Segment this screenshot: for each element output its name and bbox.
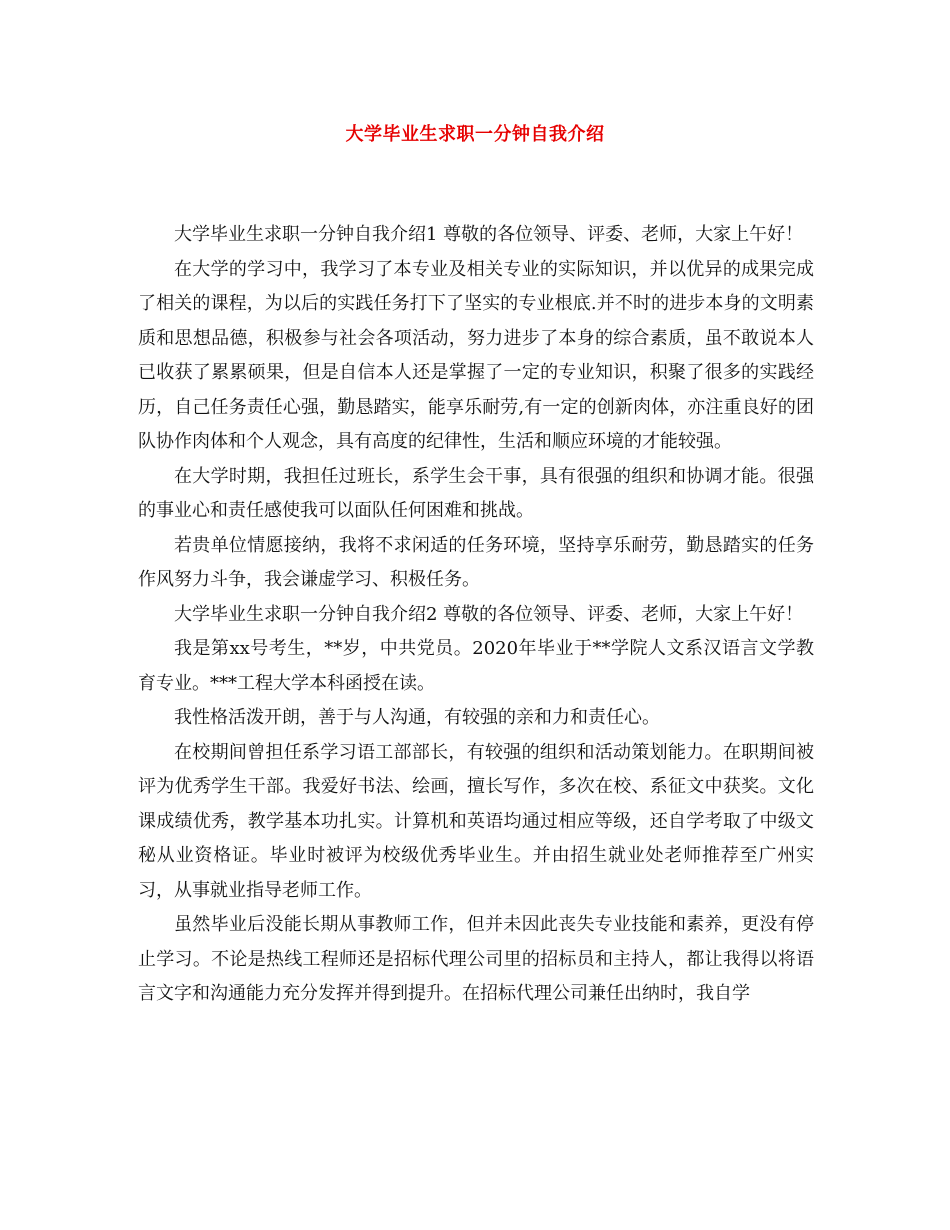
paragraph: 大学毕业生求职一分钟自我介绍1 尊敬的各位领导、评委、老师，大家上午好！ [174,224,804,245]
paragraph: 在校期间曾担任系学习语工部部长，有较强的组织和活动策划能力。在职期间被评为优秀学生干部。我爱好书法、绘画，擅长写作，多次在校、系征文中获奖。文化课成绩优秀，教学基本功扎实。计算机和英语均通过相应等级，还自学考取了中级文秘从业资格证。毕业时被评为校级优秀毕业生。并由招生就业处老师推荐至广州实习，从事就业指导老师工作。 [138,741,814,901]
paragraph: 我性格活泼开朗，善于与人沟通，有较强的亲和力和责任心。 [174,707,660,728]
paragraph: 虽然毕业后没能长期从事教师工作，但并未因此丧失专业技能和素养，更没有停止学习。不论是热线工程师还是招标代理公司里的招标员和主持人，都让我得以将语言文字和沟通能力充分发挥并得到提升。在招标代理公司兼任出纳时，我自学 [138,914,814,1004]
paragraph: 大学毕业生求职一分钟自我介绍2 尊敬的各位领导、评委、老师，大家上午好！ [174,603,804,625]
document-body [138,218,814,1012]
document-title: 大学毕业生求职一分钟自我介绍 [345,124,605,145]
paragraph: 我是第xx号考生，**岁，中共党员。2020年毕业于**学院人文系汉语言文学教育专业。***工程大学本科函授在读。 [138,638,814,694]
paragraph: 若贵单位情愿接纳，我将不求闲适的任务环境，坚持享乐耐劳，勤恳踏实的任务作风努力斗争，我会谦虚学习、积极任务。 [138,534,814,590]
paragraph: 在大学的学习中，我学习了本专业及相关专业的实际知识，并以优异的成果完成了相关的课程，为以后的实践任务打下了坚实的专业根底.并不时的进步本身的文明素质和思想品德，积极参与社会各项活动，努力进步了本身的综合素质，虽不敢说本人已收获了累累硕果，但是自信本人还是掌握了一定的专业知识，积聚了很多的实践经历，自己任务责任心强，勤恳踏实，能享乐耐劳,有一定的创新肉体，亦注重良好的团队协作肉体和个人观念，具有高度的纪律性，生活和顺应环境的才能较强。 [138,258,814,452]
paragraph: 在大学时期，我担任过班长，系学生会干事，具有很强的组织和协调才能。很强的事业心和责任感使我可以面队任何困难和挑战。 [138,465,814,521]
